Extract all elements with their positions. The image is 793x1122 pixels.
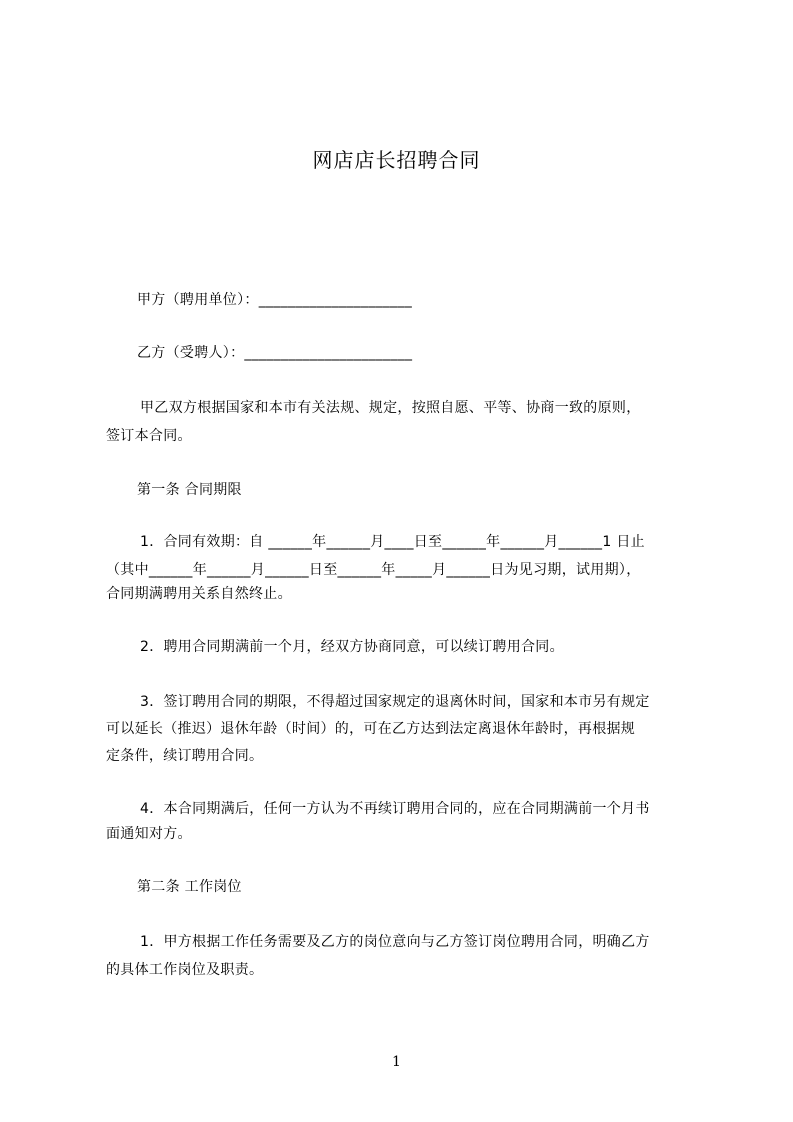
article1-clause1-line-1: 1．合同有效期：自 ______年______月____日至______年______月______1 日止	[140, 534, 645, 550]
article2-heading: 第二条 工作岗位	[137, 879, 242, 895]
article1-clause1-line-2: （其中______年______月______日至______年_____月______日为见习期，试用期），	[106, 562, 641, 578]
article1-clause4-line-1: 4．本合同期满后，任何一方认为不再续订聘用合同的，应在合同期满前一个月书	[140, 801, 650, 817]
party-b-line: 乙方（受聘人）：_______________________	[137, 345, 413, 361]
document-title: 网店店长招聘合同	[312, 148, 481, 172]
preamble-line-2: 签订本合同。	[106, 428, 192, 444]
page-number: 1	[392, 1054, 401, 1070]
article1-clause3-line-1: 3．签订聘用合同的期限，不得超过国家规定的退离休时间，国家和本市另有规定	[140, 694, 650, 710]
article1-heading: 第一条 合同期限	[137, 482, 242, 498]
article1-clause1-line-3: 合同期满聘用关系自然终止。	[106, 586, 292, 602]
article1-clause4-line-2: 面通知对方。	[106, 826, 192, 842]
preamble-line-1: 甲乙双方根据国家和本市有关法规、规定，按照自愿、平等、协商一致的原则，	[140, 400, 641, 416]
article1-clause3-line-3: 定条件，续订聘用合同。	[106, 748, 264, 764]
article1-clause3-line-2: 可以延长（推迟）退休年龄（时间）的，可在乙方达到法定离退休年龄时，再根据规	[106, 721, 636, 737]
party-a-line: 甲方（聘用单位）：_____________________	[137, 292, 412, 308]
article2-clause1-line-2: 的具体工作岗位及职责。	[106, 962, 264, 978]
article1-clause2: 2．聘用合同期满前一个月，经双方协商同意，可以续订聘用合同。	[140, 639, 564, 655]
article2-clause1-line-1: 1．甲方根据工作任务需要及乙方的岗位意向与乙方签订岗位聘用合同，明确乙方	[140, 934, 650, 950]
